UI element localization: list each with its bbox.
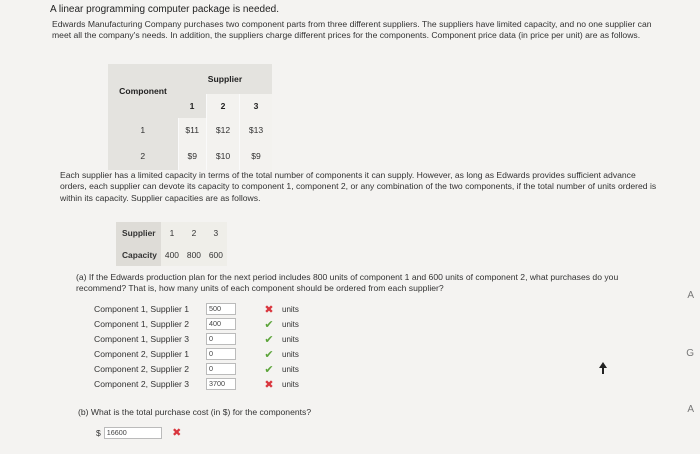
answer-label: Component 2, Supplier 3 xyxy=(94,379,190,389)
capacity-value-1: 400 xyxy=(161,244,183,266)
answer-row xyxy=(94,317,299,331)
unit-label: units xyxy=(282,319,299,329)
incorrect-x-icon: ✖ xyxy=(264,378,274,391)
supplier-col-2: 2 xyxy=(207,94,240,118)
answer-row xyxy=(94,377,299,391)
price-table xyxy=(108,64,272,170)
incorrect-x-icon: ✖ xyxy=(264,303,274,316)
intro-paragraph: Edwards Manufacturing Company purchases two component parts from three different suppliers. The suppliers have limited capacity, and no one supplier can meet all the company's needs. In addition, the suppliers charge different prices for the components. Component price data (in price per unit) are as follows. xyxy=(52,19,652,41)
unit-label: units xyxy=(282,364,299,374)
capacity-value-3: 600 xyxy=(205,244,227,266)
answer-label: Component 1, Supplier 3 xyxy=(94,334,190,344)
correct-check-icon: ✔ xyxy=(264,318,274,331)
total-cost-input[interactable] xyxy=(104,427,162,439)
capacity-table xyxy=(116,222,227,266)
answer-input-c2-s2[interactable] xyxy=(206,363,236,375)
supplier-label: Supplier xyxy=(122,228,156,238)
price-cell: $12 xyxy=(207,118,240,142)
incorrect-x-icon: ✖ xyxy=(172,427,182,439)
problem-title: A linear programming computer package is needed. xyxy=(50,4,280,15)
supplier-col-3: 3 xyxy=(240,94,273,118)
currency-label: $ xyxy=(96,427,101,438)
supplier-header: Supplier xyxy=(207,74,243,84)
answer-row xyxy=(94,302,299,316)
answer-input-c1-s2[interactable] xyxy=(206,318,236,330)
capacity-supplier-2: 2 xyxy=(183,222,205,244)
capacity-value-2: 800 xyxy=(183,244,205,266)
answer-input-c1-s3[interactable] xyxy=(206,333,236,345)
answer-input-c1-s1[interactable] xyxy=(206,303,236,315)
price-cell: $9 xyxy=(178,142,207,170)
unit-label: units xyxy=(282,379,299,389)
question-b: (b) What is the total purchase cost (in $) for the components? xyxy=(78,407,312,417)
answer-row xyxy=(94,332,299,346)
capacity-label: Capacity xyxy=(122,250,157,260)
capacity-supplier-1: 1 xyxy=(161,222,183,244)
answer-input-c2-s3[interactable] xyxy=(206,378,236,390)
question-a: (a) If the Edwards production plan for the next period includes 800 units of component 1 and 600 units of component 2, what purchases do you recommend? That is, how many units of each component should be ordered from each supplier? xyxy=(76,272,619,294)
answer-input-c2-s1[interactable] xyxy=(206,348,236,360)
capacity-paragraph: Each supplier has a limited capacity in terms of the total number of components it can supply. However, as long as Edwards provides sufficient advance orders, each supplier can devote its capacity to component 1, component 2, or any combination of the two components, if the total number of units ordered is within its capacity. Supplier capacities are as follows. xyxy=(60,170,657,203)
price-cell: $11 xyxy=(178,118,207,142)
answer-label: Component 2, Supplier 1 xyxy=(94,349,190,359)
answer-label: Component 1, Supplier 1 xyxy=(94,304,190,314)
unit-label: units xyxy=(282,349,299,359)
unit-label: units xyxy=(282,334,299,344)
answer-label: Component 2, Supplier 2 xyxy=(94,364,190,374)
answer-row xyxy=(94,347,299,361)
answer-label: Component 1, Supplier 2 xyxy=(94,319,190,329)
edge-letter: A xyxy=(687,290,694,301)
edge-letter: A xyxy=(687,404,694,415)
mouse-cursor-icon xyxy=(598,362,608,374)
price-cell: $13 xyxy=(240,118,273,142)
price-cell: $9 xyxy=(240,142,273,170)
correct-check-icon: ✔ xyxy=(264,363,274,376)
component-header: Component xyxy=(119,86,167,96)
correct-check-icon: ✔ xyxy=(264,348,274,361)
component-row-1: 1 xyxy=(140,125,146,135)
total-cost-row xyxy=(96,426,186,439)
correct-check-icon: ✔ xyxy=(264,333,274,346)
edge-letter: G xyxy=(686,348,694,359)
supplier-col-1: 1 xyxy=(189,101,195,111)
price-cell: $10 xyxy=(207,142,240,170)
answer-row xyxy=(94,362,299,376)
component-row-2: 2 xyxy=(140,151,146,161)
unit-label: units xyxy=(282,304,299,314)
capacity-supplier-3: 3 xyxy=(205,222,227,244)
